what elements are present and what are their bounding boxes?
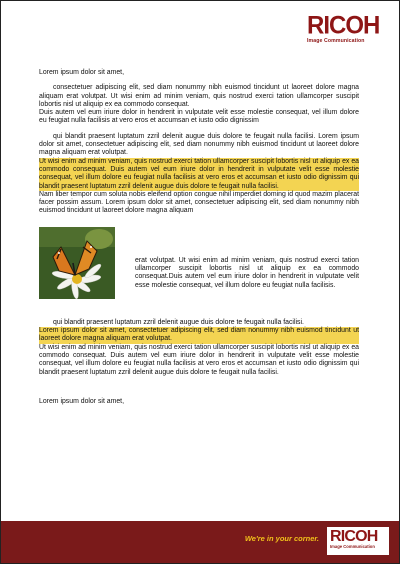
ricoh-logo	[307, 11, 383, 44]
footer-ricoh-logo	[327, 527, 389, 555]
butterfly-image	[39, 227, 115, 299]
paragraph-1: consectetuer adipiscing elit, sed diam nonummy nibh euismod tincidunt ut laoreet dolore magna aliquam erat volutpat. Ut wisi enim ad minim veniam, quis nostrud exerci tation ullamcorper suscipit lobortis nisl ut aliquip ex ea commodo consequat.	[39, 84, 359, 108]
footer-logo-tagline: Image Communication	[330, 544, 375, 549]
logo-tagline: Image Communication	[307, 38, 365, 44]
paragraph-1b: Duis autem vel eum iriure dolor in hendrerit in vulputate velit esse molestie consequat, vel illum dolore eu feugiat nulla facilisis at vero eros et accumsan et iusto odio dignissim	[39, 109, 359, 125]
paragraph-3-start: qui blandit praesent luptatum zzril delenit augue duis dolore te feugait nulla facilisi.	[53, 318, 304, 326]
letter-body	[39, 69, 359, 406]
figure-block	[39, 225, 359, 319]
footer-band	[1, 521, 399, 563]
salutation: Lorem ipsum dolor sit amet,	[39, 69, 125, 76]
highlighted-paragraph-1: Ut wisi enim ad minim veniam, quis nostrud exerci tation ullamcorper suscipit lobortis nisl ut aliquip ex ea commodo consequat. Duis autem vel eum iriure dolor in hendrerit in vulputate velit esse molestie consequat, vel illum dolore eu feugiat nulla facilisis at vero eros et accumsan et iusto odio dignissim qui blandit praesent luptatum zzril delenit augue duis dolore te feugait nulla facilisi.	[39, 157, 359, 190]
closing: Lorem ipsum dolor sit amet,	[39, 397, 125, 405]
highlighted-paragraph-2: Lorem ipsum dolor sit amet, consectetuer adipiscing elit, sed diam nonummy nibh euismod tincidunt ut laoreet dolore magna aliquam erat volutpat.	[39, 327, 359, 343]
footer-logo-wordmark: RICOH	[330, 528, 378, 545]
logo-wordmark: RICOH	[307, 11, 380, 40]
paragraph-2-end: Nam liber tempor cum soluta nobis eleifend option congue nihil imperdiet doming id quod mazim placerat facer possim assum. Lorem ipsum dolor sit amet, consectetuer adipiscing elit, sed diam nonummy nibh euismod tincidunt ut laoreet dolore magna aliquam	[39, 190, 359, 215]
paragraph-3-end: Ut wisi enim ad minim veniam, quis nostrud exerci tation ullamcorper suscipit lobortis nisl ut aliquip ex ea commodo consequat. Duis autem vel eum iriure dolor in hendrerit in vulputate velit esse molestie consequat, vel illum dolore eu feugiat nulla facilisis at vero eros et accumsan et iusto odio dignissim qui blandit praesent luptatum zzril delenit augue duis dolore te feugait nulla facilisi.	[39, 343, 359, 376]
paragraph-2: qui blandit praesent luptatum zzril delenit augue duis dolore te feugait nulla facilisi. Lorem ipsum dolor sit amet, consectetuer adipiscing elit, sed diam nonummy nibh euismod tincidunt ut laoreet dolore magna aliquam erat volutpat.	[39, 132, 359, 157]
figure-text: erat volutpat. Ut wisi enim ad minim veniam, quis nostrud exerci tation ullamcorper suscipit lobortis nisl ut aliquip ex ea commodo consequat.Duis autem vel eum iriure dolor in hendrerit in vulputate velit esse molestie consequat, vel illum dolore eu feugiat nulla facilisis.	[135, 256, 359, 289]
footer-slogan: We're in your corner.	[244, 534, 319, 543]
